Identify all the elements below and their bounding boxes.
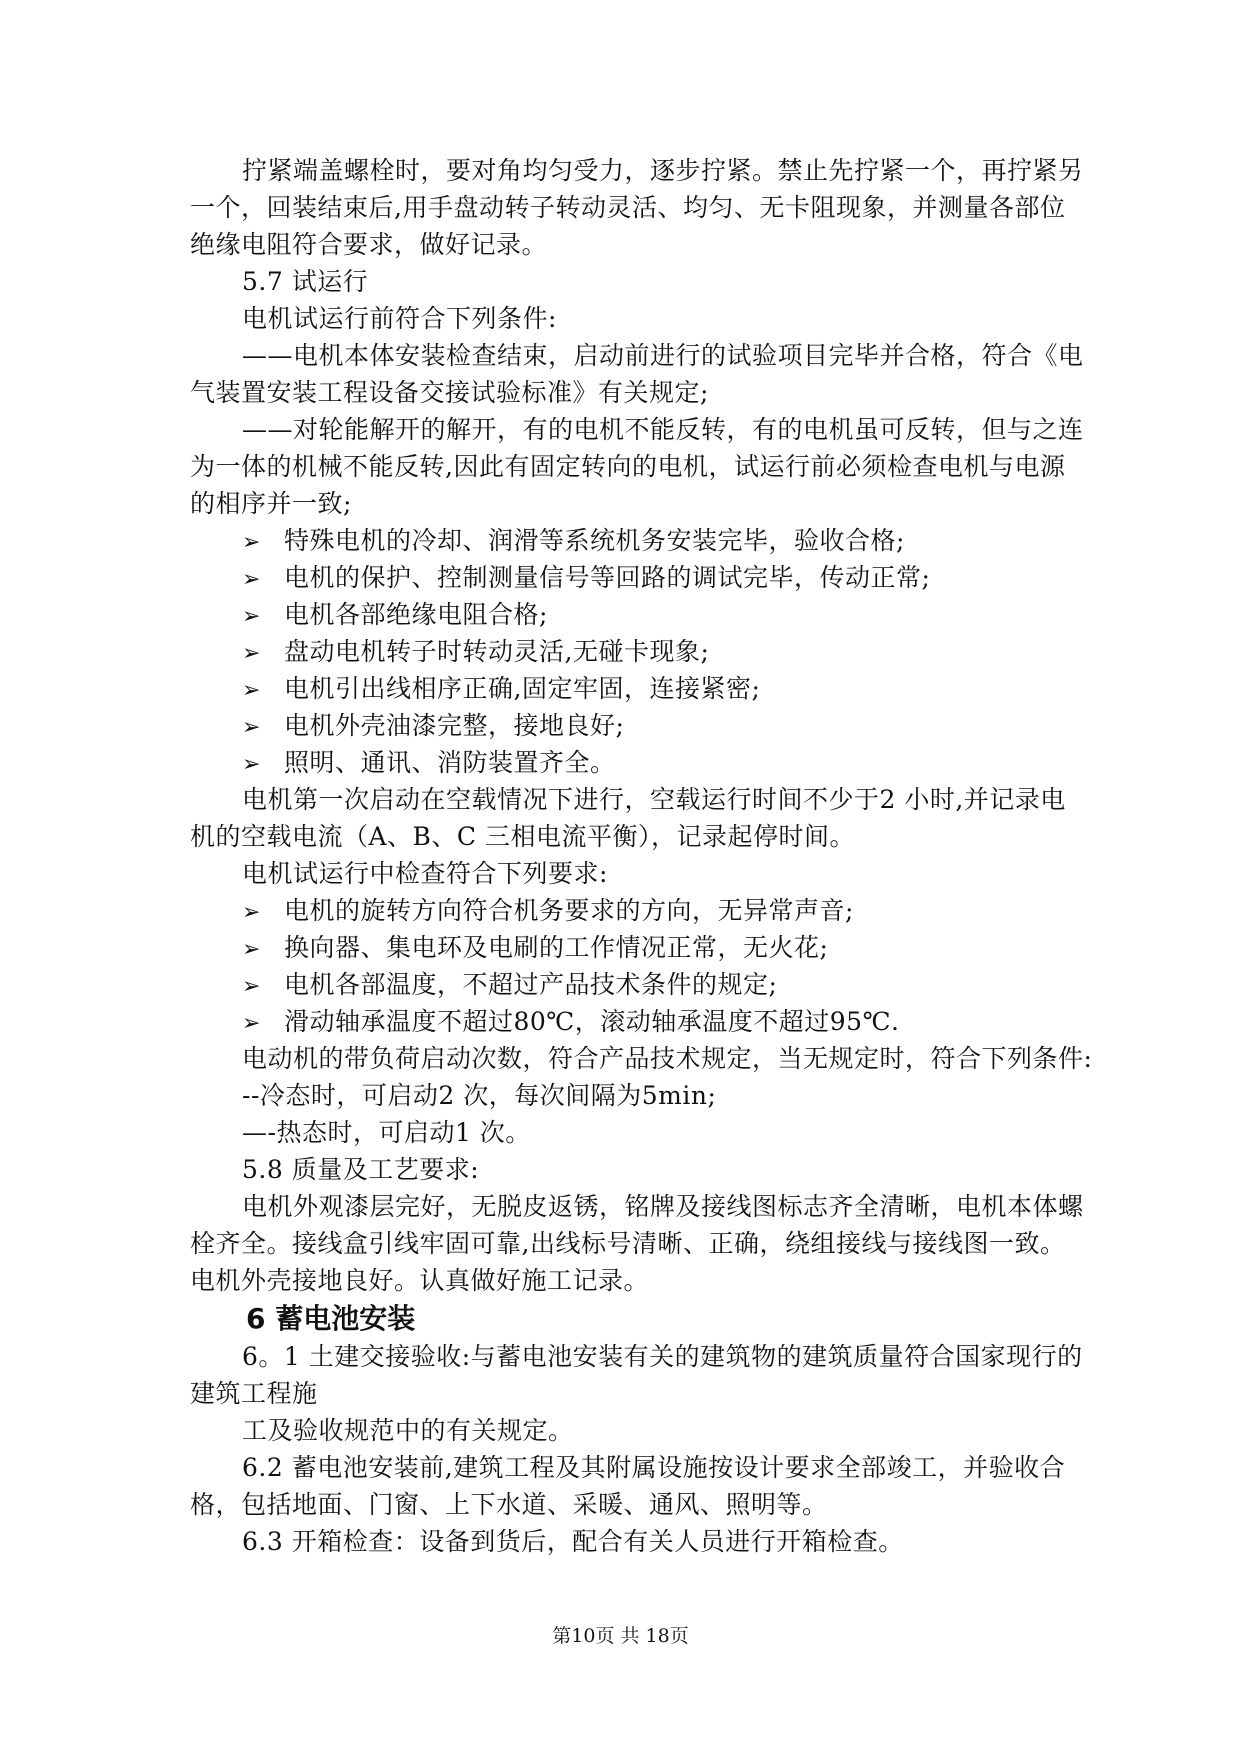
paragraph-line: 6.3 开箱检查：设备到货后，配合有关人员进行开箱检查。 (242, 1527, 904, 1556)
bullet-item (190, 633, 1060, 670)
arrow-bullet-icon: ➢ (242, 530, 261, 555)
paragraph-line: 6.2 蓄电池安装前,建筑工程及其附属设施按设计要求全部竣工，并验收合 (242, 1453, 1066, 1482)
paragraph-line: 拧紧端盖螺栓时，要对角均匀受力，逐步拧紧。禁止先拧紧一个，再拧紧另 (242, 156, 1084, 185)
paragraph-line: 工及验收规范中的有关规定。 (242, 1416, 574, 1445)
bullet-text: 盘动电机转子时转动灵活,无碰卡现象; (284, 637, 710, 666)
arrow-bullet-icon: ➢ (242, 567, 261, 592)
bullet-text: 特殊电机的冷却、润滑等系统机务安装完毕，验收合格; (284, 526, 905, 555)
dash-item-line: 气装置安装工程设备交接试验标准》有关规定; (190, 378, 709, 407)
arrow-bullet-icon: ➢ (242, 1011, 261, 1036)
section-heading-5-7: 5.7 试运行 (242, 267, 369, 296)
arrow-bullet-icon: ➢ (242, 900, 261, 925)
bullet-text: 电机各部绝缘电阻合格; (284, 600, 548, 629)
arrow-bullet-icon: ➢ (242, 604, 261, 629)
bullet-item (190, 892, 1060, 929)
bullet-item (190, 966, 1060, 1003)
bullet-item (190, 744, 1060, 781)
paragraph-line: 建筑工程施 (190, 1379, 318, 1408)
paragraph-line: 机的空载电流（A、B、C 三相电流平衡），记录起停时间。 (190, 822, 856, 851)
paragraph-line: 栓齐全。接线盒引线牢固可靠,出线标号清晰、正确，绕组接线与接线图一致。 (190, 1229, 1066, 1258)
paragraph-line: 电机第一次启动在空载情况下进行，空载运行时间不少于2 小时,并记录电 (242, 785, 1066, 814)
paragraph-line: 绝缘电阻符合要求，做好记录。 (190, 230, 548, 259)
dash-item-line: 为一体的机械不能反转,因此有固定转向的电机，试运行前必须检查电机与电源 (190, 452, 1066, 481)
bullet-item (190, 707, 1060, 744)
bullet-text: 滑动轴承温度不超过80℃，滚动轴承温度不超过95℃. (284, 1007, 900, 1036)
paragraph-line: --冷态时，可启动2 次，每次间隔为5min; (242, 1081, 717, 1110)
paragraph-line: 电动机的带负荷启动次数，符合产品技术规定，当无规定时，符合下列条件: (242, 1044, 1093, 1073)
arrow-bullet-icon: ➢ (242, 752, 261, 777)
arrow-bullet-icon: ➢ (242, 715, 261, 740)
bullet-item (190, 1003, 1060, 1040)
paragraph-line: —-热态时，可启动1 次。 (242, 1118, 531, 1147)
bullet-item (190, 929, 1060, 966)
bullet-text: 电机引出线相序正确,固定牢固，连接紧密; (284, 674, 761, 703)
bullet-item (190, 559, 1060, 596)
bullet-text: 电机各部温度，不超过产品技术条件的规定; (284, 970, 778, 999)
paragraph-line: 电机外观漆层完好，无脱皮返锈，铭牌及接线图标志齐全清晰，电机本体螺 (242, 1192, 1084, 1221)
bullet-text: 电机外壳油漆完整，接地良好; (284, 711, 625, 740)
bullet-text: 电机的旋转方向符合机务要求的方向，无异常声音; (284, 896, 854, 925)
arrow-bullet-icon: ➢ (242, 937, 261, 962)
dash-item-line: ——电机本体安装检查结束，启动前进行的试验项目完毕并合格，符合《电 (242, 341, 1084, 370)
chapter-heading-6: 6 蓄电池安装 (246, 1302, 416, 1335)
paragraph-line: 一个，回装结束后,用手盘动转子转动灵活、均匀、无卡阻现象，并测量各部位 (190, 193, 1066, 222)
bullet-text: 照明、通讯、消防装置齐全。 (284, 748, 616, 777)
arrow-bullet-icon: ➢ (242, 678, 261, 703)
bullet-text: 电机的保护、控制测量信号等回路的调试完毕，传动正常; (284, 563, 931, 592)
arrow-bullet-icon: ➢ (242, 974, 261, 999)
bullet-item (190, 596, 1060, 633)
paragraph-line: 电机试运行前符合下列条件: (242, 304, 557, 333)
section-heading-5-8: 5.8 质量及工艺要求: (242, 1155, 480, 1184)
bullet-item (190, 522, 1060, 559)
bullet-text: 换向器、集电环及电刷的工作情况正常，无火花; (284, 933, 829, 962)
page-body (190, 152, 1093, 1560)
dash-item-line: 的相序并一致; (190, 489, 352, 518)
dash-item-line: ——对轮能解开的解开，有的电机不能反转，有的电机虽可反转，但与之连 (242, 415, 1084, 444)
bullet-item (190, 670, 1060, 707)
paragraph-line: 格，包括地面、门窗、上下水道、采暖、通风、照明等。 (190, 1490, 828, 1519)
paragraph-line: 电机试运行中检查符合下列要求: (242, 859, 608, 888)
arrow-bullet-icon: ➢ (242, 641, 261, 666)
paragraph-line: 6。1 土建交接验收:与蓄电池安装有关的建筑物的建筑质量符合国家现行的 (242, 1342, 1083, 1371)
paragraph-line: 电机外壳接地良好。认真做好施工记录。 (190, 1266, 650, 1295)
page-number-footer: 第10页 共 18页 (552, 1625, 689, 1647)
